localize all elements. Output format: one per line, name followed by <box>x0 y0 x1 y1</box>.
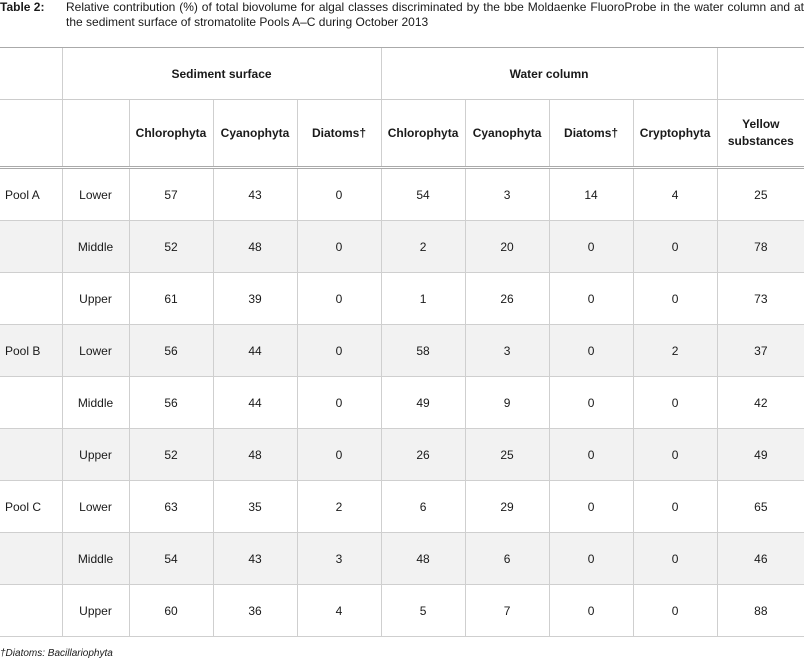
pool-cell <box>0 585 62 637</box>
value-cell: 0 <box>549 221 633 273</box>
group-header-sediment: Sediment surface <box>62 48 381 100</box>
value-cell: 0 <box>633 221 717 273</box>
level-cell: Middle <box>62 377 129 429</box>
value-cell: 0 <box>549 273 633 325</box>
value-cell: 88 <box>717 585 804 637</box>
value-cell: 0 <box>549 533 633 585</box>
value-cell: 35 <box>213 481 297 533</box>
value-cell: 3 <box>465 168 549 221</box>
value-cell: 56 <box>129 325 213 377</box>
table-row <box>0 429 804 481</box>
pool-cell <box>0 429 62 481</box>
value-cell: 0 <box>633 585 717 637</box>
col-header: Chlorophyta <box>381 100 465 168</box>
value-cell: 0 <box>297 325 381 377</box>
caption-text: Relative contribution (%) of total biovolume for algal classes discriminated by the bbe Moldaenke FluoroProbe in the water column and at the sediment surface of stromatolite Pools A–C during October 2013 <box>66 0 804 29</box>
table-row <box>0 481 804 533</box>
value-cell: 43 <box>213 533 297 585</box>
pool-cell <box>0 533 62 585</box>
value-cell: 44 <box>213 377 297 429</box>
value-cell: 26 <box>465 273 549 325</box>
value-cell: 2 <box>381 221 465 273</box>
value-cell: 73 <box>717 273 804 325</box>
value-cell: 29 <box>465 481 549 533</box>
value-cell: 52 <box>129 221 213 273</box>
value-cell: 4 <box>633 168 717 221</box>
header-empty <box>62 100 129 168</box>
pool-cell: Pool B <box>0 325 62 377</box>
value-cell: 36 <box>213 585 297 637</box>
value-cell: 1 <box>381 273 465 325</box>
value-cell: 63 <box>129 481 213 533</box>
value-cell: 7 <box>465 585 549 637</box>
value-cell: 57 <box>129 168 213 221</box>
value-cell: 0 <box>297 429 381 481</box>
value-cell: 65 <box>717 481 804 533</box>
value-cell: 0 <box>297 221 381 273</box>
table-row <box>0 585 804 637</box>
value-cell: 25 <box>717 168 804 221</box>
value-cell: 2 <box>297 481 381 533</box>
level-cell: Upper <box>62 273 129 325</box>
level-cell: Middle <box>62 221 129 273</box>
table-row <box>0 325 804 377</box>
value-cell: 0 <box>549 377 633 429</box>
value-cell: 0 <box>633 377 717 429</box>
value-cell: 0 <box>297 377 381 429</box>
value-cell: 49 <box>717 429 804 481</box>
table-row <box>0 221 804 273</box>
value-cell: 39 <box>213 273 297 325</box>
col-header: Cyanophyta <box>213 100 297 168</box>
value-cell: 9 <box>465 377 549 429</box>
header-empty <box>0 48 62 100</box>
value-cell: 58 <box>381 325 465 377</box>
value-cell: 2 <box>633 325 717 377</box>
value-cell: 43 <box>213 168 297 221</box>
value-cell: 4 <box>297 585 381 637</box>
col-header: Cyanophyta <box>465 100 549 168</box>
level-cell: Upper <box>62 429 129 481</box>
header-empty <box>717 48 804 100</box>
value-cell: 61 <box>129 273 213 325</box>
value-cell: 54 <box>129 533 213 585</box>
value-cell: 54 <box>381 168 465 221</box>
table-row <box>0 533 804 585</box>
value-cell: 14 <box>549 168 633 221</box>
value-cell: 49 <box>381 377 465 429</box>
value-cell: 25 <box>465 429 549 481</box>
table-row <box>0 168 804 221</box>
value-cell: 78 <box>717 221 804 273</box>
pool-cell <box>0 377 62 429</box>
level-cell: Middle <box>62 533 129 585</box>
value-cell: 3 <box>297 533 381 585</box>
value-cell: 0 <box>549 429 633 481</box>
column-header-row <box>0 100 804 168</box>
value-cell: 56 <box>129 377 213 429</box>
value-cell: 0 <box>549 585 633 637</box>
value-cell: 6 <box>381 481 465 533</box>
level-cell: Upper <box>62 585 129 637</box>
value-cell: 20 <box>465 221 549 273</box>
value-cell: 46 <box>717 533 804 585</box>
value-cell: 5 <box>381 585 465 637</box>
value-cell: 0 <box>297 168 381 221</box>
col-header: Chlorophyta <box>129 100 213 168</box>
pool-cell <box>0 221 62 273</box>
value-cell: 0 <box>633 481 717 533</box>
table-row <box>0 377 804 429</box>
caption-label: Table 2: <box>0 0 45 14</box>
level-cell: Lower <box>62 168 129 221</box>
value-cell: 6 <box>465 533 549 585</box>
group-header-row <box>0 48 804 100</box>
header-empty <box>0 100 62 168</box>
value-cell: 44 <box>213 325 297 377</box>
value-cell: 52 <box>129 429 213 481</box>
pool-cell <box>0 273 62 325</box>
col-header: Cryptophyta <box>633 100 717 168</box>
col-header: Diatoms† <box>297 100 381 168</box>
value-cell: 0 <box>633 273 717 325</box>
pool-cell: Pool C <box>0 481 62 533</box>
value-cell: 0 <box>633 533 717 585</box>
value-cell: 26 <box>381 429 465 481</box>
value-cell: 0 <box>549 325 633 377</box>
value-cell: 0 <box>297 273 381 325</box>
level-cell: Lower <box>62 481 129 533</box>
group-header-water: Water column <box>381 48 717 100</box>
value-cell: 3 <box>465 325 549 377</box>
level-cell: Lower <box>62 325 129 377</box>
value-cell: 48 <box>213 221 297 273</box>
value-cell: 48 <box>213 429 297 481</box>
value-cell: 37 <box>717 325 804 377</box>
data-table <box>0 47 804 637</box>
value-cell: 0 <box>549 481 633 533</box>
pool-cell: Pool A <box>0 168 62 221</box>
value-cell: 60 <box>129 585 213 637</box>
value-cell: 42 <box>717 377 804 429</box>
table-footnote: †Diatoms: Bacillariophyta <box>0 648 113 659</box>
col-header: Diatoms† <box>549 100 633 168</box>
col-header: Yellow substances <box>717 100 804 168</box>
table-row <box>0 273 804 325</box>
value-cell: 0 <box>633 429 717 481</box>
value-cell: 48 <box>381 533 465 585</box>
